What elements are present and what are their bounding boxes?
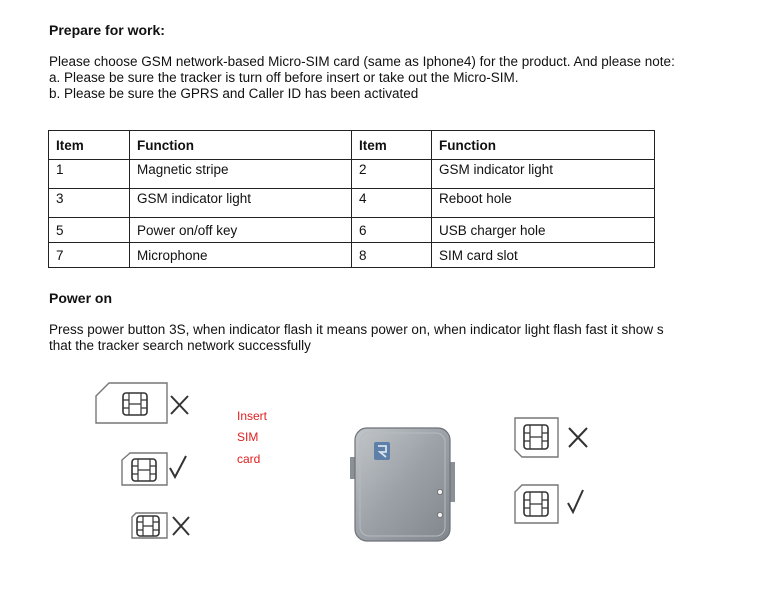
header-item: Item [49, 131, 130, 160]
table-row [49, 189, 655, 218]
table-cell: 3 [49, 189, 130, 218]
header-function: Function [432, 131, 655, 160]
table-row [49, 243, 655, 268]
power-line-2: that the tracker search network successfully [49, 338, 311, 353]
power-heading: Power on [49, 290, 113, 306]
sim-card-icon [515, 418, 558, 457]
table-cell: USB charger hole [432, 218, 655, 243]
table-row [49, 218, 655, 243]
table-cell: 4 [352, 189, 432, 218]
table-header-row [49, 131, 655, 160]
table-cell: Microphone [130, 243, 352, 268]
sim-orientation-illustration [512, 415, 592, 527]
prepare-line-1: Please choose GSM network-based Micro-SIM card (same as Iphone4) for the product. And please note: [49, 54, 675, 69]
table-cell: 5 [49, 218, 130, 243]
brand-logo-icon [374, 442, 390, 460]
sim-card-icon [515, 485, 558, 523]
table-cell: 2 [352, 160, 432, 189]
sim-card-icon [96, 383, 167, 423]
prepare-line-3: b. Please be sure the GPRS and Caller ID has been activated [49, 86, 419, 101]
table-cell: 8 [352, 243, 432, 268]
table-cell: 6 [352, 218, 432, 243]
sim-card-icon [122, 453, 167, 485]
sim-card-icon [132, 513, 167, 538]
power-line-1: Press power button 3S, when indicator flash it means power on, when indicator light flash fast it show s [49, 322, 664, 337]
cross-icon [171, 396, 188, 414]
check-icon [170, 456, 186, 477]
function-table [48, 130, 655, 268]
header-item: Item [352, 131, 432, 160]
table-cell: GSM indicator light [130, 189, 352, 218]
table-cell: Power on/off key [130, 218, 352, 243]
cross-icon [569, 428, 587, 447]
table-cell: SIM card slot [432, 243, 655, 268]
prepare-line-2: a. Please be sure the tracker is turn off before insert or take out the Micro-SIM. [49, 70, 519, 85]
insert-label-line-3: card [237, 452, 261, 466]
cross-icon [173, 517, 189, 535]
table-cell: 1 [49, 160, 130, 189]
check-icon [568, 490, 583, 512]
table-cell: Magnetic stripe [130, 160, 352, 189]
header-function: Function [130, 131, 352, 160]
table-cell: 7 [49, 243, 130, 268]
insert-label-line-2: SIM [237, 430, 259, 444]
sim-card-sizes-illustration [95, 380, 195, 545]
gps-tracker-device [348, 422, 458, 547]
table-row [49, 160, 655, 189]
prepare-heading: Prepare for work: [49, 22, 165, 38]
table-cell: Reboot hole [432, 189, 655, 218]
insert-label-line-1: Insert [237, 409, 268, 423]
table-cell: GSM indicator light [432, 160, 655, 189]
